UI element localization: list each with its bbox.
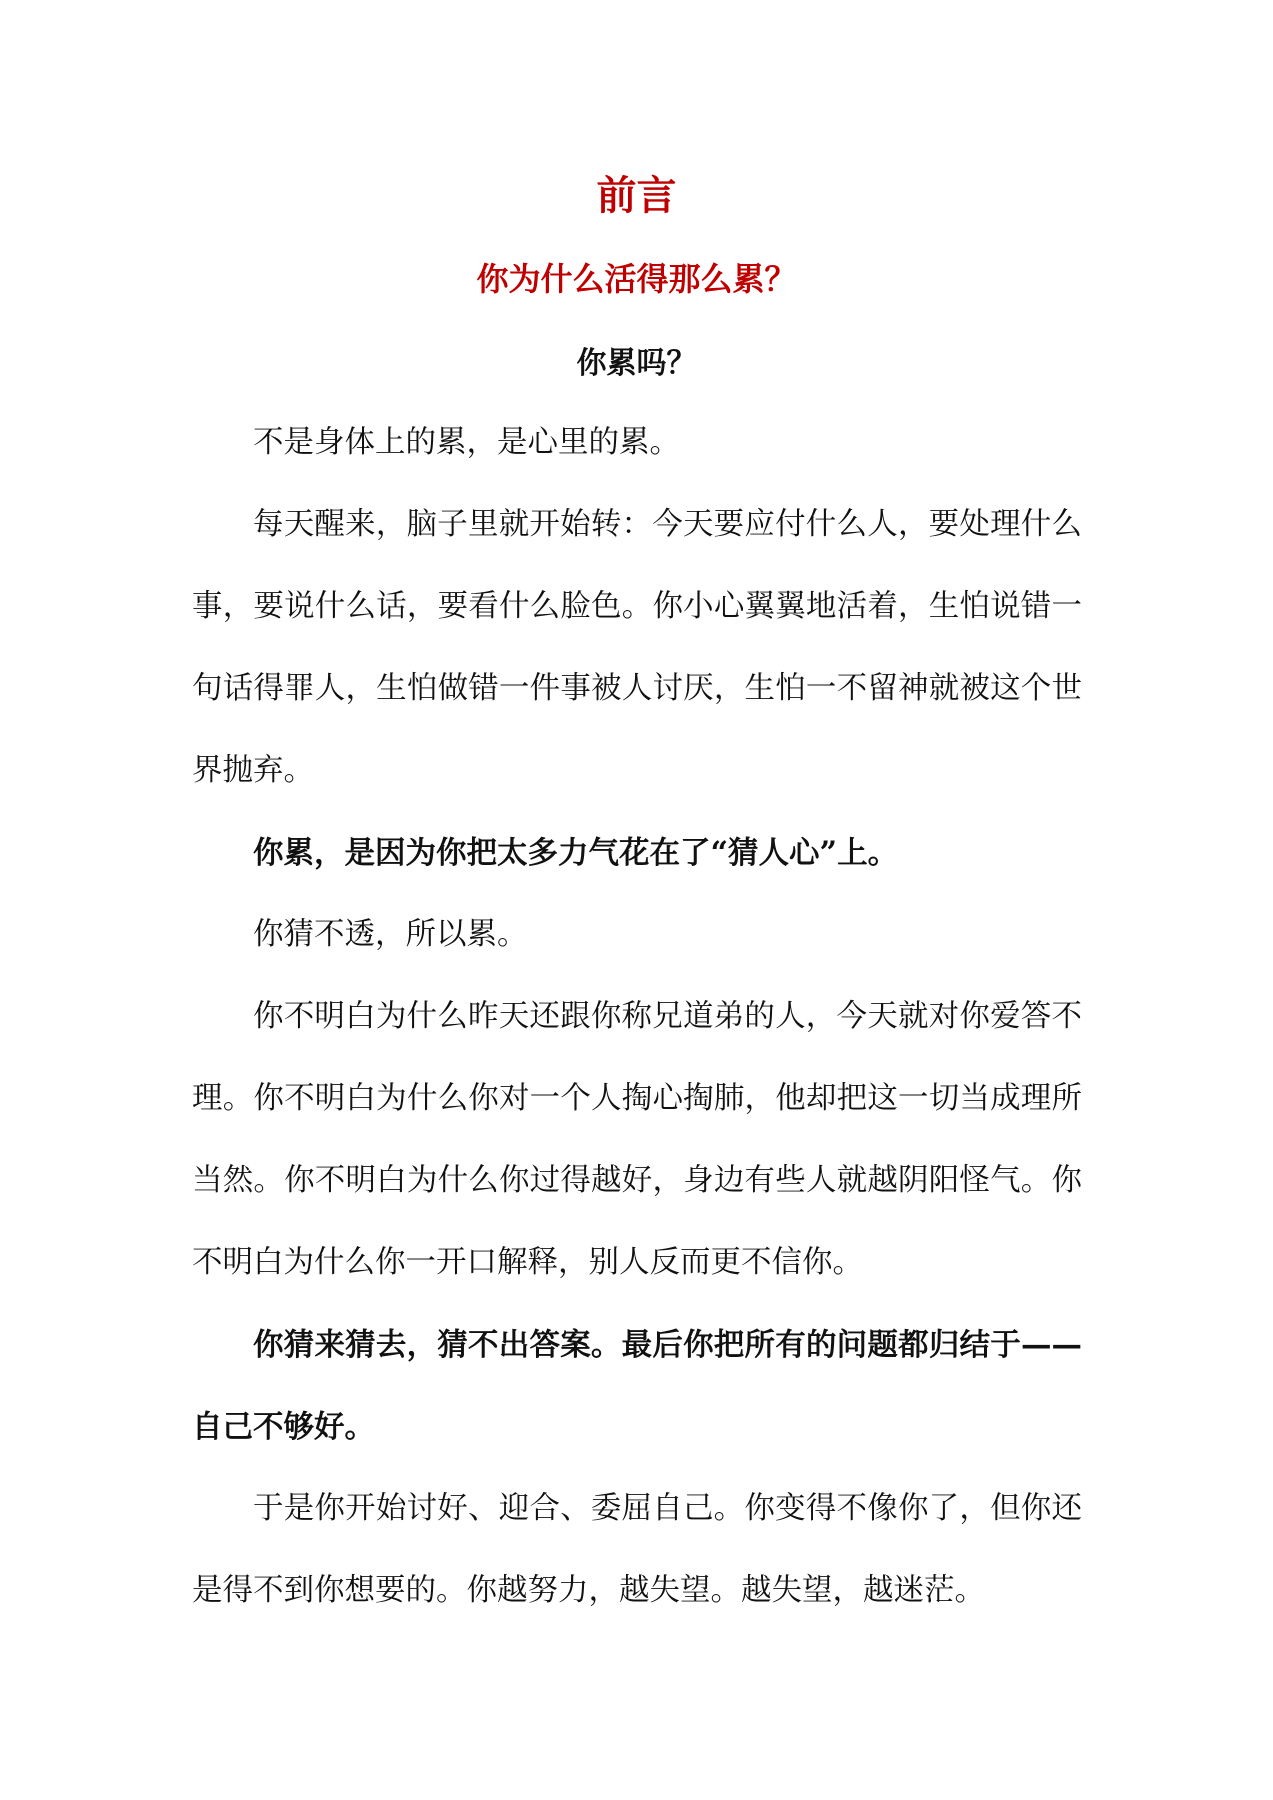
paragraph-5: 你不明白为什么昨天还跟你称兄道弟的人，今天就对你爱答不理。你不明白为什么你对一个人掏心掏肺，他却把这一切当成理所当然。你不明白为什么你过得越好，身边有些人就越阴阳怪气。你不明白为什么你一开口解释，别人反而更不信你。	[192, 999, 1082, 1280]
paragraph-7: 于是你开始讨好、迎合、委屈自己。你变得不像你了，但你还是得不到你想要的。你越努力，越失望。越失望，越迷茫。	[192, 1491, 1082, 1608]
paragraph-4: 你猜不透，所以累。	[253, 917, 528, 952]
paragraph-6-emphasis: 你猜来猜去，猜不出答案。最后你把所有的问题都归结于——自己不够好。	[192, 1327, 1082, 1445]
paragraph-3-emphasis: 你累，是因为你把太多力气花在了“猜人心”上。	[253, 835, 899, 871]
section-heading: 你累吗？	[576, 346, 697, 381]
page-subtitle: 你为什么活得那么累？	[476, 260, 797, 298]
paragraph-1: 不是身体上的累，是心里的累。	[253, 425, 680, 460]
paragraph-2: 每天醒来，脑子里就开始转：今天要应付什么人，要处理什么事，要说什么话，要看什么脸色。你小心翼翼地活着，生怕说错一句话得罪人，生怕做错一件事被人讨厌，生怕一不留神就被这个世界抛弃。	[192, 507, 1082, 788]
page-title: 前言	[596, 172, 677, 219]
